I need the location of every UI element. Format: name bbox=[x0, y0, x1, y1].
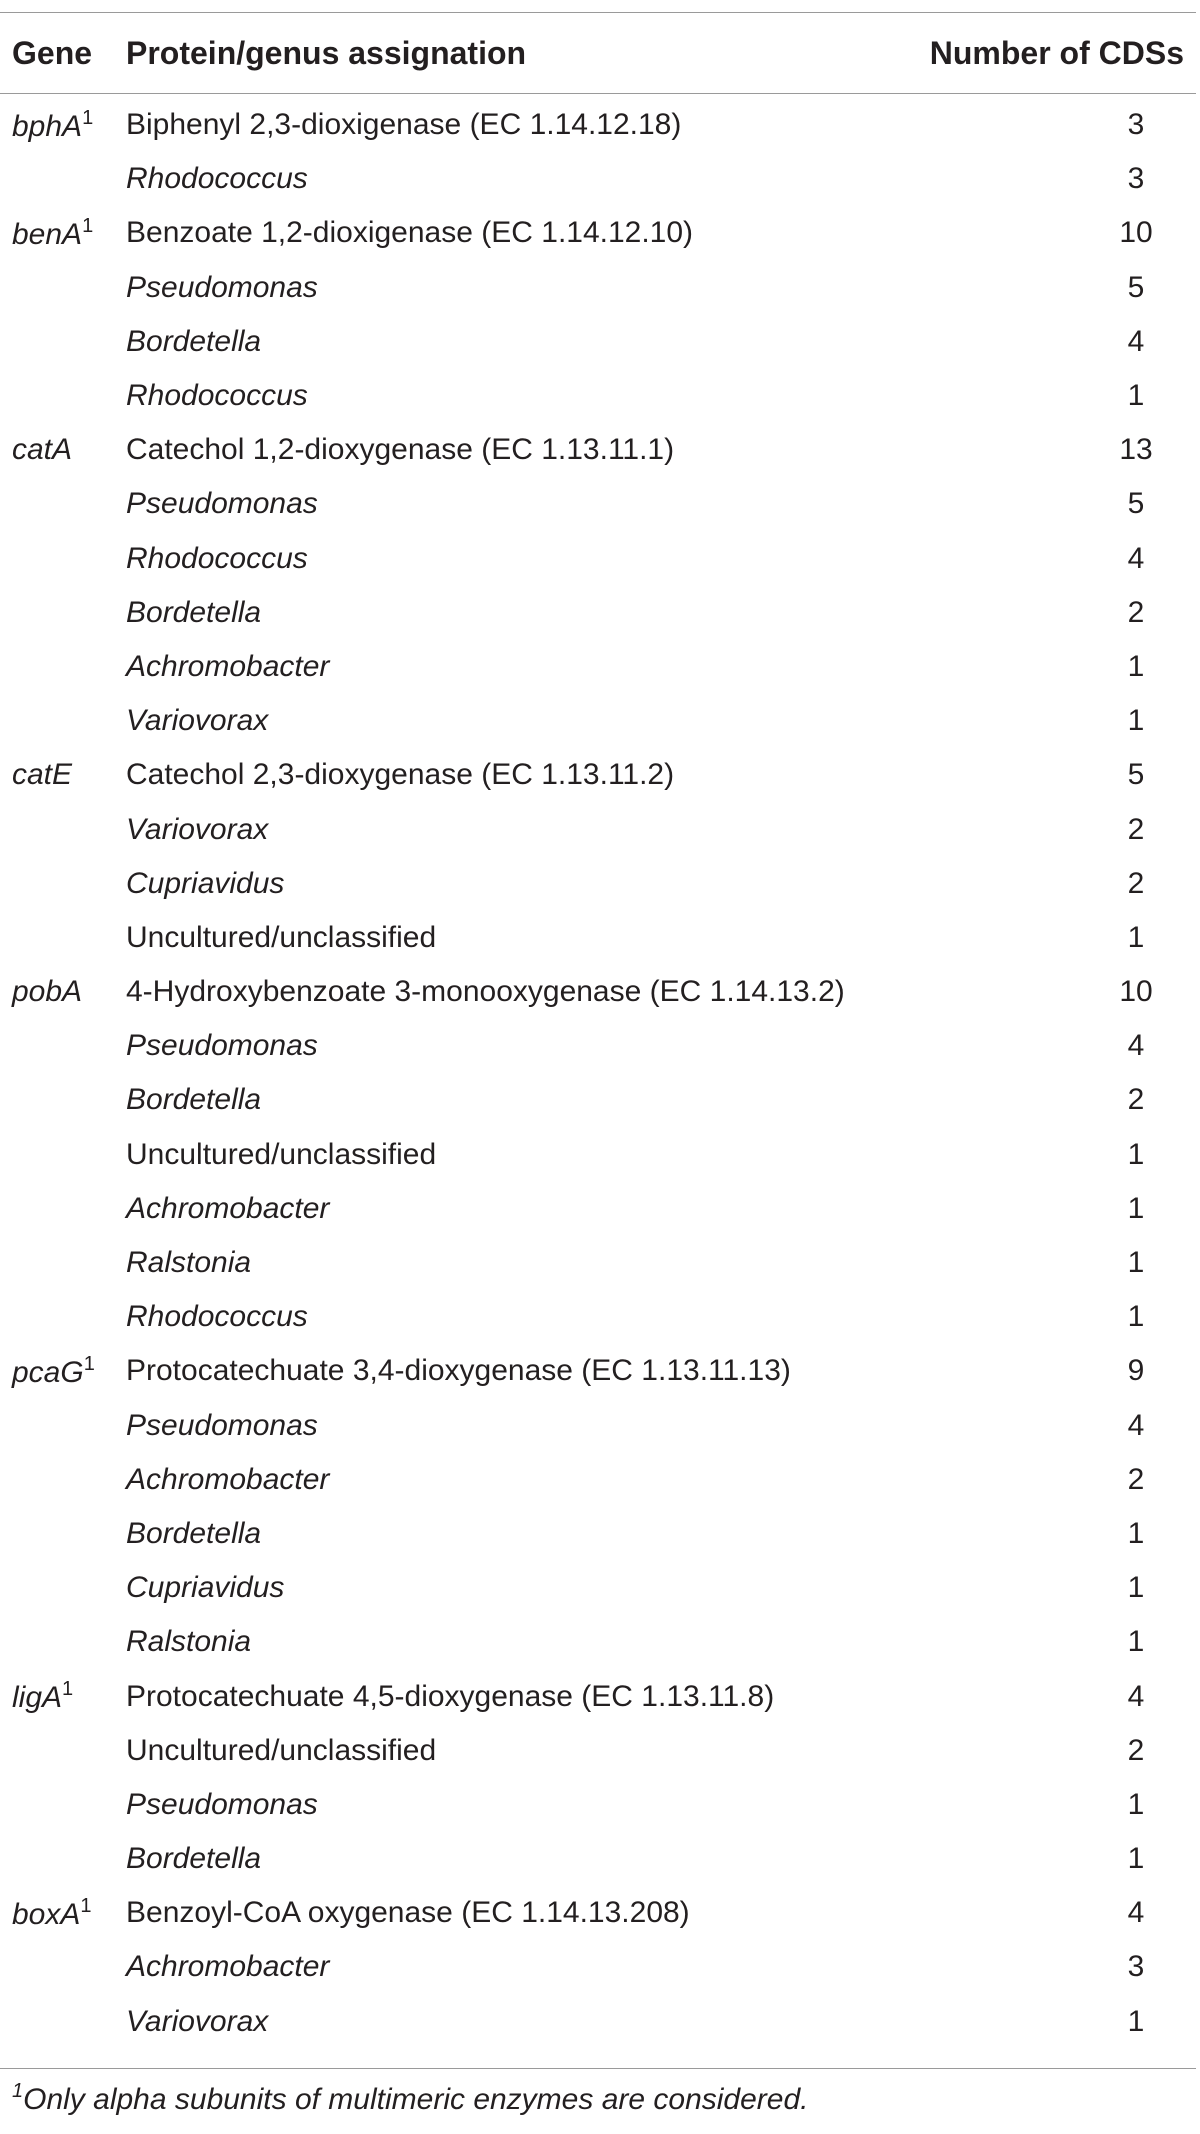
table-row bbox=[0, 1940, 1196, 1994]
cds-count-cell: 1 bbox=[1127, 1516, 1145, 1550]
table-row bbox=[0, 586, 1196, 640]
genus-cell: Cupriavidus bbox=[126, 866, 285, 900]
gene-cell bbox=[0, 315, 114, 369]
table-row bbox=[0, 94, 1196, 153]
table-row bbox=[0, 1182, 1196, 1236]
table-row bbox=[0, 1995, 1196, 2049]
table-row bbox=[0, 1453, 1196, 1507]
gene-cell bbox=[0, 261, 114, 315]
genus-cell: Rhodococcus bbox=[126, 379, 308, 413]
protein-cell: Uncultured/unclassified bbox=[126, 920, 437, 954]
table-row bbox=[0, 1724, 1196, 1778]
table-row bbox=[0, 1019, 1196, 1073]
genus-cell: Variovorax bbox=[126, 704, 269, 738]
table-row bbox=[0, 1886, 1196, 1940]
gene-cell bbox=[0, 748, 114, 802]
cds-count-cell: 1 bbox=[1127, 704, 1145, 738]
cds-count-cell: 3 bbox=[1127, 1950, 1145, 1984]
gene-cell bbox=[0, 694, 114, 748]
gene-cell bbox=[0, 152, 114, 206]
protein-cell: Catechol 2,3-dioxygenase (EC 1.13.11.2) bbox=[126, 758, 675, 792]
table-row bbox=[0, 1669, 1196, 1723]
cds-count-cell: 4 bbox=[1127, 541, 1145, 575]
genus-cell: Bordetella bbox=[126, 595, 262, 629]
gene-footnote-marker: 1 bbox=[62, 1678, 74, 1701]
table-row bbox=[0, 802, 1196, 856]
genus-cell: Ralstonia bbox=[126, 1246, 252, 1280]
cds-count-cell: 5 bbox=[1127, 270, 1145, 304]
genus-cell: Rhodococcus bbox=[126, 162, 308, 196]
genus-cell: Pseudomonas bbox=[126, 270, 318, 304]
gene-name: bphA bbox=[12, 109, 83, 143]
cds-count-cell: 13 bbox=[1119, 433, 1153, 467]
gene-cell bbox=[0, 1886, 114, 1940]
table-footnote bbox=[12, 2080, 809, 2117]
cds-count-cell: 1 bbox=[1127, 1571, 1145, 1605]
footnote-text: Only alpha subunits of multimeric enzymes are considered. bbox=[23, 2083, 809, 2116]
gene-cell bbox=[0, 911, 114, 965]
table-row bbox=[0, 1073, 1196, 1127]
cds-count-cell: 10 bbox=[1119, 216, 1153, 250]
gene-name: boxA bbox=[12, 1897, 81, 1931]
genus-cell: Pseudomonas bbox=[126, 1787, 318, 1821]
gene-cell bbox=[0, 206, 114, 260]
cds-count-cell: 1 bbox=[1127, 920, 1145, 954]
table-row bbox=[0, 423, 1196, 477]
gene-cell bbox=[0, 1399, 114, 1453]
gene-name: catA bbox=[12, 433, 73, 467]
genus-cell: Cupriavidus bbox=[126, 1571, 285, 1605]
table-row bbox=[0, 1778, 1196, 1832]
cds-count-cell: 1 bbox=[1127, 1300, 1145, 1334]
cds-count-cell: 1 bbox=[1127, 649, 1145, 683]
cds-count-cell: 2 bbox=[1127, 1462, 1145, 1496]
cds-count-cell: 1 bbox=[1127, 2004, 1145, 2038]
table-row bbox=[0, 315, 1196, 369]
genus-cell: Achromobacter bbox=[126, 1191, 330, 1225]
table-row bbox=[0, 965, 1196, 1019]
genus-cell: Pseudomonas bbox=[126, 487, 318, 521]
table-row bbox=[0, 261, 1196, 315]
gene-cell bbox=[0, 369, 114, 423]
cds-count-cell: 3 bbox=[1127, 108, 1145, 142]
cds-count-cell: 2 bbox=[1127, 812, 1145, 846]
table-row bbox=[0, 1507, 1196, 1561]
cds-table bbox=[0, 12, 1196, 2049]
gene-cell bbox=[0, 1453, 114, 1507]
gene-cell bbox=[0, 1778, 114, 1832]
cds-count-cell: 1 bbox=[1127, 1625, 1145, 1659]
gene-cell bbox=[0, 1128, 114, 1182]
header-number-of-cdss: Number of CDSs bbox=[920, 13, 1196, 94]
cds-count-cell: 1 bbox=[1127, 1246, 1145, 1280]
gene-cell bbox=[0, 1832, 114, 1886]
gene-cell bbox=[0, 532, 114, 586]
table-row bbox=[0, 1399, 1196, 1453]
table-row bbox=[0, 477, 1196, 531]
gene-cell bbox=[0, 640, 114, 694]
gene-cell bbox=[0, 1073, 114, 1127]
table-row bbox=[0, 911, 1196, 965]
protein-cell: Uncultured/unclassified bbox=[126, 1137, 437, 1171]
gene-cell bbox=[0, 1290, 114, 1344]
cds-count-cell: 2 bbox=[1127, 866, 1145, 900]
cds-count-cell: 4 bbox=[1127, 1408, 1145, 1442]
footnote-marker: 1 bbox=[12, 2080, 24, 2102]
genus-cell: Achromobacter bbox=[126, 1462, 330, 1496]
genus-cell: Variovorax bbox=[126, 2004, 269, 2038]
cds-count-cell: 4 bbox=[1127, 1679, 1145, 1713]
cds-count-cell: 4 bbox=[1127, 1029, 1145, 1063]
protein-cell: 4-Hydroxybenzoate 3-monooxygenase (EC 1.14.13.2) bbox=[126, 975, 845, 1009]
protein-cell: Catechol 1,2-dioxygenase (EC 1.13.11.1) bbox=[126, 433, 675, 467]
protein-cell: Protocatechuate 4,5-dioxygenase (EC 1.13.11.8) bbox=[126, 1679, 775, 1713]
gene-cell bbox=[0, 1724, 114, 1778]
gene-footnote-marker: 1 bbox=[80, 1894, 92, 1917]
cds-count-cell: 3 bbox=[1127, 162, 1145, 196]
cds-count-cell: 1 bbox=[1127, 1842, 1145, 1876]
header-protein-genus: Protein/genus assignation bbox=[114, 13, 920, 94]
table-row bbox=[0, 206, 1196, 260]
cds-count-cell: 2 bbox=[1127, 1733, 1145, 1767]
cds-count-cell: 5 bbox=[1127, 758, 1145, 792]
gene-cell bbox=[0, 965, 114, 1019]
table-row bbox=[0, 152, 1196, 206]
genus-cell: Rhodococcus bbox=[126, 541, 308, 575]
gene-cell bbox=[0, 423, 114, 477]
header-gene: Gene bbox=[0, 13, 114, 94]
gene-footnote-marker: 1 bbox=[83, 1352, 95, 1375]
genus-cell: Variovorax bbox=[126, 812, 269, 846]
gene-footnote-marker: 1 bbox=[82, 214, 94, 237]
protein-cell: Uncultured/unclassified bbox=[126, 1733, 437, 1767]
table-row bbox=[0, 857, 1196, 911]
gene-name: pobA bbox=[12, 975, 83, 1009]
header-row bbox=[0, 13, 1196, 94]
gene-name: ligA bbox=[12, 1681, 63, 1715]
gene-cell bbox=[0, 1669, 114, 1723]
cds-count-cell: 2 bbox=[1127, 595, 1145, 629]
gene-footnote-marker: 1 bbox=[82, 106, 94, 129]
protein-cell: Biphenyl 2,3-dioxigenase (EC 1.14.12.18) bbox=[126, 108, 682, 142]
genus-cell: Bordetella bbox=[126, 324, 262, 358]
gene-cell bbox=[0, 1561, 114, 1615]
gene-cell bbox=[0, 1344, 114, 1398]
gene-cell bbox=[0, 94, 114, 153]
cds-count-cell: 10 bbox=[1119, 975, 1153, 1009]
cds-count-cell: 1 bbox=[1127, 1787, 1145, 1821]
protein-cell: Benzoyl-CoA oxygenase (EC 1.14.13.208) bbox=[126, 1896, 690, 1930]
gene-cell bbox=[0, 1182, 114, 1236]
table-row bbox=[0, 1344, 1196, 1398]
cds-count-cell: 4 bbox=[1127, 1896, 1145, 1930]
cds-count-cell: 1 bbox=[1127, 379, 1145, 413]
genus-cell: Achromobacter bbox=[126, 649, 330, 683]
cds-count-cell: 9 bbox=[1127, 1354, 1145, 1388]
table-row bbox=[0, 694, 1196, 748]
cds-count-cell: 5 bbox=[1127, 487, 1145, 521]
table-row bbox=[0, 1290, 1196, 1344]
genus-cell: Ralstonia bbox=[126, 1625, 252, 1659]
table-row bbox=[0, 1832, 1196, 1886]
table-row bbox=[0, 1236, 1196, 1290]
gene-cell bbox=[0, 857, 114, 911]
gene-cell bbox=[0, 477, 114, 531]
genus-cell: Rhodococcus bbox=[126, 1300, 308, 1334]
genus-cell: Bordetella bbox=[126, 1516, 262, 1550]
genus-cell: Bordetella bbox=[126, 1842, 262, 1876]
gene-name: catE bbox=[12, 758, 73, 792]
table-row bbox=[0, 1128, 1196, 1182]
gene-cell bbox=[0, 802, 114, 856]
table-row bbox=[0, 532, 1196, 586]
cds-count-cell: 1 bbox=[1127, 1191, 1145, 1225]
gene-name: pcaG bbox=[12, 1355, 84, 1389]
gene-cell bbox=[0, 1236, 114, 1290]
genus-cell: Pseudomonas bbox=[126, 1029, 318, 1063]
cds-count-cell: 2 bbox=[1127, 1083, 1145, 1117]
cds-count-cell: 1 bbox=[1127, 1137, 1145, 1171]
table-header bbox=[0, 13, 1196, 94]
table-row bbox=[0, 748, 1196, 802]
table-body bbox=[0, 94, 1196, 2049]
protein-cell: Protocatechuate 3,4-dioxygenase (EC 1.13.11.13) bbox=[126, 1354, 791, 1388]
genus-cell: Pseudomonas bbox=[126, 1408, 318, 1442]
gene-cell bbox=[0, 1507, 114, 1561]
table-bottom-rule bbox=[0, 2068, 1196, 2069]
cds-count-cell: 4 bbox=[1127, 324, 1145, 358]
protein-cell: Benzoate 1,2-dioxigenase (EC 1.14.12.10) bbox=[126, 216, 694, 250]
table-row bbox=[0, 1561, 1196, 1615]
table-row bbox=[0, 1615, 1196, 1669]
genus-cell: Bordetella bbox=[126, 1083, 262, 1117]
gene-name: benA bbox=[12, 217, 83, 251]
gene-cell bbox=[0, 586, 114, 640]
gene-cell bbox=[0, 1940, 114, 1994]
gene-cell bbox=[0, 1995, 114, 2049]
gene-cell bbox=[0, 1019, 114, 1073]
gene-cell bbox=[0, 1615, 114, 1669]
genus-cell: Achromobacter bbox=[126, 1950, 330, 1984]
table-row bbox=[0, 640, 1196, 694]
table-row bbox=[0, 369, 1196, 423]
